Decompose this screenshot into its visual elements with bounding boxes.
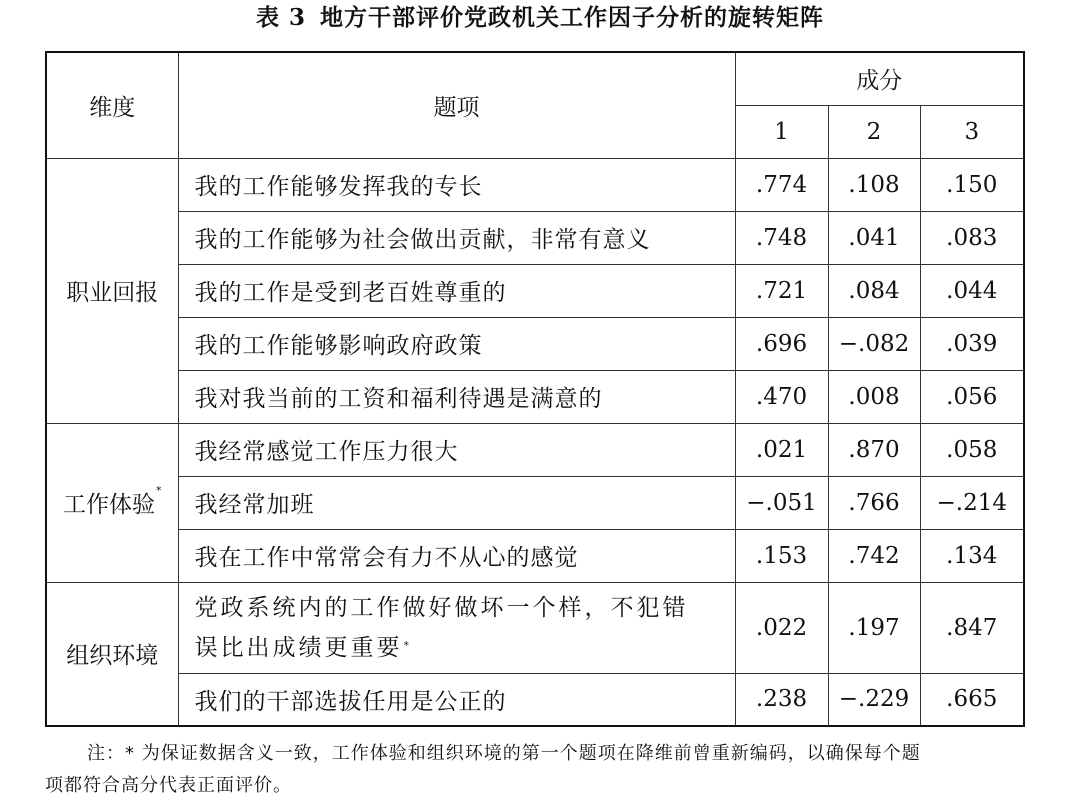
loading-cell: .108 xyxy=(828,158,920,211)
asterisk-mark: * xyxy=(403,638,412,652)
loading-cell: .153 xyxy=(735,529,828,582)
loading-cell: .847 xyxy=(920,582,1024,673)
loading-cell: .238 xyxy=(735,673,828,726)
table-row xyxy=(46,529,1024,582)
loading-cell: .721 xyxy=(735,264,828,317)
dimension-career-reward: 职业回报 xyxy=(46,158,178,423)
item-cell: 我的工作能够影响政府政策 xyxy=(178,317,735,370)
loading-cell: .150 xyxy=(920,158,1024,211)
table-footnote xyxy=(45,738,1030,802)
factor-matrix-table xyxy=(45,51,1025,727)
loading-cell: .041 xyxy=(828,211,920,264)
loading-cell: .774 xyxy=(735,158,828,211)
loading-cell: .056 xyxy=(920,370,1024,423)
item-cell: 我经常加班 xyxy=(178,476,735,529)
table-row xyxy=(46,211,1024,264)
loading-cell: −.082 xyxy=(828,317,920,370)
loading-cell: .083 xyxy=(920,211,1024,264)
table-row xyxy=(46,423,1024,476)
dimension-work-experience xyxy=(46,423,178,582)
loading-cell: .870 xyxy=(828,423,920,476)
loading-cell: .696 xyxy=(735,317,828,370)
table-number: 表 3 xyxy=(255,4,306,31)
loading-cell: .748 xyxy=(735,211,828,264)
table-row xyxy=(46,158,1024,211)
table-row xyxy=(46,264,1024,317)
header-col-3: 3 xyxy=(920,105,1024,158)
loading-cell: .766 xyxy=(828,476,920,529)
loading-cell: .470 xyxy=(735,370,828,423)
table-caption xyxy=(0,0,1080,38)
item-cell: 我在工作中常常会有力不从心的感觉 xyxy=(178,529,735,582)
asterisk-mark: * xyxy=(156,484,162,497)
item-cell: 我的工作是受到老百姓尊重的 xyxy=(178,264,735,317)
header-component: 成分 xyxy=(735,52,1024,105)
loading-cell: .665 xyxy=(920,673,1024,726)
loading-cell: .022 xyxy=(735,582,828,673)
loading-cell: .134 xyxy=(920,529,1024,582)
loading-cell: .084 xyxy=(828,264,920,317)
loading-cell: .742 xyxy=(828,529,920,582)
dimension-label: 工作体验 xyxy=(63,492,155,518)
header-col-1: 1 xyxy=(735,105,828,158)
header-item: 题项 xyxy=(178,52,735,158)
table-row xyxy=(46,476,1024,529)
note-label: 注： xyxy=(87,743,125,764)
table-row xyxy=(46,317,1024,370)
loading-cell: −.214 xyxy=(920,476,1024,529)
header-col-2: 2 xyxy=(828,105,920,158)
table-row xyxy=(46,582,1024,673)
note-text-line-2: 项都符合高分代表正面评价。 xyxy=(45,775,292,796)
loading-cell: −.051 xyxy=(735,476,828,529)
loading-cell: .058 xyxy=(920,423,1024,476)
table-row xyxy=(46,673,1024,726)
header-dimension: 维度 xyxy=(46,52,178,158)
loading-cell: .008 xyxy=(828,370,920,423)
loading-cell: .044 xyxy=(920,264,1024,317)
table-title: 地方干部评价党政机关工作因子分析的旋转矩阵 xyxy=(320,5,824,31)
loading-cell: .039 xyxy=(920,317,1024,370)
note-text-line-1: 为保证数据含义一致，工作体验和组织环境的第一个题项在降维前曾重新编码，以确保每个题 xyxy=(141,743,921,764)
dimension-org-environment: 组织环境 xyxy=(46,582,178,726)
loading-cell: .021 xyxy=(735,423,828,476)
note-asterisk: * xyxy=(125,743,135,764)
item-text-line-2: 误比出成绩更重要 xyxy=(194,634,403,661)
item-cell: 我对我当前的工资和福利待遇是满意的 xyxy=(178,370,735,423)
item-cell: 我经常感觉工作压力很大 xyxy=(178,423,735,476)
item-cell: 我的工作能够发挥我的专长 xyxy=(178,158,735,211)
item-cell xyxy=(178,582,735,673)
header-row-1 xyxy=(46,52,1024,105)
table-row xyxy=(46,370,1024,423)
item-text-line-1: 党政系统内的工作做好做坏一个样，不犯错 xyxy=(194,594,689,621)
loading-cell: .197 xyxy=(828,582,920,673)
item-cell: 我们的干部选拔任用是公正的 xyxy=(178,673,735,726)
item-cell: 我的工作能够为社会做出贡献，非常有意义 xyxy=(178,211,735,264)
loading-cell: −.229 xyxy=(828,673,920,726)
